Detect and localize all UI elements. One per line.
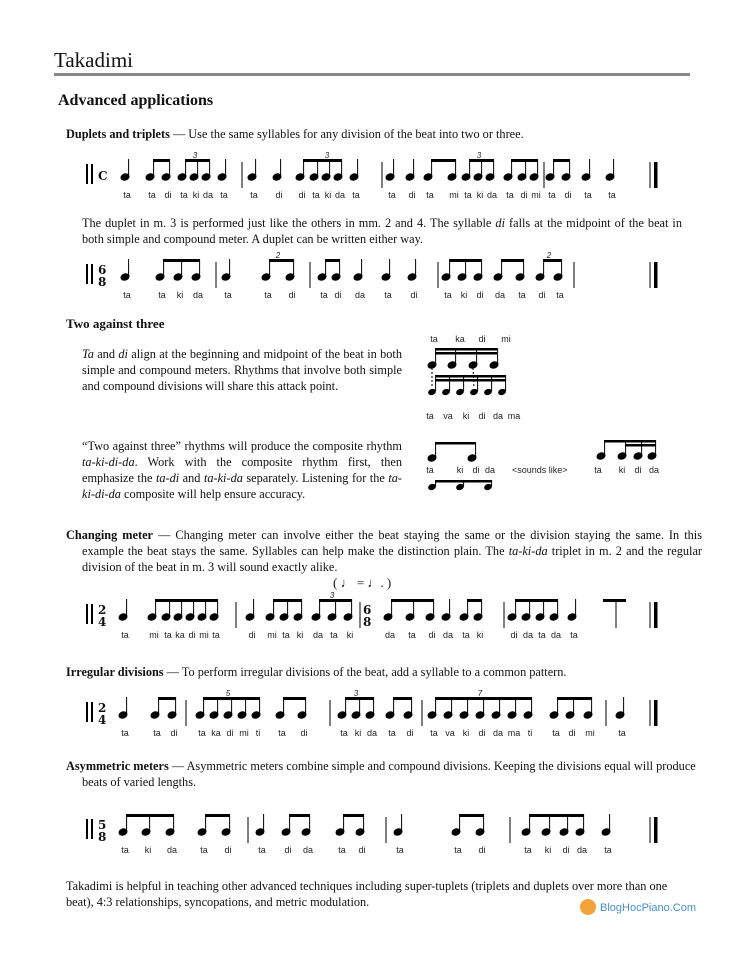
syllable: ki bbox=[324, 190, 332, 200]
percussion-clef-bar bbox=[91, 164, 93, 184]
syllable: di bbox=[284, 845, 292, 855]
duplets-lead: — Use the same syllables for any division of the beat into two or three. bbox=[169, 127, 524, 141]
two-three-heading: Two against three bbox=[66, 316, 165, 331]
syllable: ki bbox=[476, 630, 484, 640]
beam bbox=[283, 697, 306, 700]
syllable: ta bbox=[220, 190, 228, 200]
syllable: mi bbox=[585, 728, 595, 738]
syllable: di bbox=[472, 465, 480, 475]
logo-icon bbox=[580, 899, 596, 915]
rhythm-staff-changing bbox=[80, 590, 680, 642]
p2d: ta-di bbox=[155, 471, 180, 485]
syllable: ta bbox=[594, 465, 602, 475]
p2e: and bbox=[179, 471, 204, 485]
syllable: ta bbox=[153, 728, 161, 738]
final-barline-thick bbox=[654, 262, 658, 288]
two-three-para-1 bbox=[82, 346, 402, 394]
syllable: ta bbox=[198, 728, 206, 738]
percussion-clef-bar bbox=[86, 164, 88, 184]
duplets-explain-a: The duplet in m. 3 is performed just like the others in mm. 2 and 4. The syllable bbox=[82, 216, 496, 230]
syllable: ki bbox=[144, 845, 152, 855]
syllable: ta bbox=[524, 845, 532, 855]
syllable: ta bbox=[352, 190, 360, 200]
beam bbox=[529, 814, 584, 817]
beam bbox=[501, 259, 524, 262]
syllable: ta bbox=[340, 728, 348, 738]
changing-heading: Changing meter bbox=[66, 528, 154, 542]
syllable: di bbox=[170, 728, 178, 738]
tuplet-number: 2 bbox=[275, 251, 281, 260]
beam bbox=[604, 440, 656, 443]
syllable: ki bbox=[462, 728, 470, 738]
syllable: ki bbox=[192, 190, 200, 200]
beam bbox=[435, 379, 506, 382]
syllable: di bbox=[288, 290, 296, 300]
syllable: da bbox=[202, 190, 214, 200]
syllable: ta bbox=[123, 190, 131, 200]
meter-top: 5 bbox=[98, 818, 107, 832]
syllable: ka bbox=[455, 334, 465, 344]
beam bbox=[343, 814, 364, 817]
tuplet-number: 2 bbox=[546, 251, 552, 260]
syllable: da bbox=[484, 465, 496, 475]
beam bbox=[603, 599, 626, 602]
syllable: di bbox=[408, 190, 416, 200]
syllable: da bbox=[492, 728, 504, 738]
syllable: ta bbox=[121, 728, 129, 738]
syllable: va bbox=[445, 728, 455, 738]
p2c: . Work with the composite rhythm first, then emphasize the bbox=[82, 455, 402, 485]
title-rule bbox=[54, 73, 690, 76]
changing-c: triplet in m. 2 and the regular division of the beat in m. 3 will sound exactly alike. bbox=[82, 544, 702, 574]
syllable: ta bbox=[464, 190, 472, 200]
beam bbox=[345, 697, 374, 700]
syllable: ta bbox=[278, 728, 286, 738]
final-barline-thick bbox=[654, 602, 658, 628]
beam bbox=[435, 348, 497, 351]
logo-text: BlogHocPiano.Com bbox=[600, 902, 696, 914]
syllable: di bbox=[478, 728, 486, 738]
tuplet-number: 5 bbox=[225, 689, 231, 698]
page-title: Takadimi bbox=[54, 48, 134, 72]
alignment-dotted-line bbox=[473, 368, 474, 388]
syllable: ta bbox=[506, 190, 514, 200]
duplets-intro bbox=[66, 126, 706, 142]
syllable: ma bbox=[507, 728, 521, 738]
final-barline-thick bbox=[654, 162, 658, 188]
syllable: da bbox=[302, 845, 314, 855]
syllable: ta bbox=[584, 190, 592, 200]
syllable-row bbox=[121, 845, 612, 855]
syllable: di bbox=[358, 845, 366, 855]
beam bbox=[205, 814, 230, 817]
p2i: composite will help ensure accuracy. bbox=[120, 487, 306, 501]
meter-a-top: 2 bbox=[98, 603, 107, 617]
syllable: di bbox=[634, 465, 642, 475]
staff-notes bbox=[80, 251, 658, 288]
meter-b-top: 6 bbox=[363, 603, 372, 617]
syllable-row bbox=[121, 728, 626, 738]
syllable: da bbox=[166, 845, 178, 855]
syllable: ta bbox=[384, 290, 392, 300]
syllable: ta bbox=[618, 728, 626, 738]
syllable: di bbox=[510, 630, 518, 640]
syllable: di bbox=[275, 190, 283, 200]
syllable: ta bbox=[408, 630, 416, 640]
p2h: ta-ki-di-da bbox=[82, 471, 402, 501]
beam bbox=[269, 259, 294, 262]
syllable: ki bbox=[544, 845, 552, 855]
t-and: and bbox=[93, 347, 119, 361]
top-syllables bbox=[430, 334, 511, 344]
beam bbox=[153, 159, 170, 162]
syllable: di bbox=[476, 290, 484, 300]
syllable: di bbox=[538, 290, 546, 300]
percussion-clef-bar bbox=[91, 819, 93, 839]
syllable: ta bbox=[180, 190, 188, 200]
syllable: ta bbox=[388, 728, 396, 738]
diagram-notes bbox=[427, 348, 507, 396]
syllable: ta bbox=[148, 190, 156, 200]
rhythm-staff-irregular bbox=[80, 688, 680, 740]
syllable: ta bbox=[164, 630, 172, 640]
syllable: da bbox=[354, 290, 366, 300]
syllable: ta bbox=[548, 190, 556, 200]
irregular-intro bbox=[66, 664, 706, 680]
syllable: ta bbox=[224, 290, 232, 300]
syllable: mi bbox=[149, 630, 159, 640]
p2a: “Two against three” rhythms will produce the composite rhythm bbox=[82, 439, 402, 453]
site-logo bbox=[578, 896, 708, 918]
syllable: ta bbox=[250, 190, 258, 200]
percussion-clef-bar bbox=[86, 819, 88, 839]
tempo-equation: ( ♩ = ♩. ) bbox=[333, 575, 392, 590]
duplets-explain-b: falls at the midpoint of the beat in both simple and compound meter. A duplet can be written either way. bbox=[82, 216, 682, 246]
syllable: di bbox=[226, 728, 234, 738]
syllable: ta bbox=[282, 630, 290, 640]
beam bbox=[303, 159, 342, 162]
changing-intro bbox=[66, 527, 702, 575]
syllable: ka bbox=[175, 630, 185, 640]
beam bbox=[435, 697, 532, 700]
syllable: da bbox=[384, 630, 396, 640]
syllable: da bbox=[334, 190, 346, 200]
changing-a: — Changing meter can involve either the beat staying the same or the division staying the same. In this example the beat stays the same. Syllables can help make the distinction plain. The bbox=[82, 528, 702, 558]
syllable: di bbox=[300, 728, 308, 738]
beam bbox=[155, 599, 218, 602]
syllable: da bbox=[442, 630, 454, 640]
beam bbox=[289, 814, 310, 817]
beam bbox=[185, 159, 210, 162]
beam bbox=[515, 599, 558, 602]
syllable: ta bbox=[396, 845, 404, 855]
beam bbox=[319, 599, 352, 602]
syllable: ta bbox=[123, 290, 131, 300]
meter-bottom: 8 bbox=[98, 275, 107, 289]
syllable: di bbox=[334, 290, 342, 300]
syllable-row bbox=[123, 190, 616, 200]
percussion-clef-bar bbox=[91, 264, 93, 284]
beam bbox=[511, 159, 538, 162]
syllable: ta bbox=[454, 845, 462, 855]
syllable: di bbox=[520, 190, 528, 200]
beam bbox=[553, 159, 570, 162]
irregular-heading: Irregular divisions bbox=[66, 665, 164, 679]
beam bbox=[126, 814, 174, 817]
two-three-para-2 bbox=[82, 438, 402, 502]
syllable: ta bbox=[518, 290, 526, 300]
meter-top: 2 bbox=[98, 701, 107, 715]
t-rest: align at the beginning and midpoint of the beat in both simple and compound meters. Rhythms that involve both simple and compound divisions will share this attack point. bbox=[82, 347, 402, 393]
meter-a-bottom: 4 bbox=[98, 615, 107, 629]
syllable: ti bbox=[255, 728, 261, 738]
syllable: ta bbox=[556, 290, 564, 300]
p2g: separately. Listening for the bbox=[242, 471, 389, 485]
syllable: ta bbox=[388, 190, 396, 200]
syllable: ta bbox=[312, 190, 320, 200]
syllable: di bbox=[478, 845, 486, 855]
syllable: ta bbox=[121, 845, 129, 855]
percussion-clef-bar bbox=[86, 264, 88, 284]
syllable: va bbox=[443, 411, 453, 421]
beam bbox=[467, 599, 482, 602]
rhythm-staff-asymmetric bbox=[80, 805, 680, 857]
final-barline-thick bbox=[654, 700, 658, 726]
syllable: di bbox=[478, 334, 486, 344]
changing-b: ta-ki-da bbox=[508, 544, 548, 558]
syllable: di bbox=[224, 845, 232, 855]
percussion-clef-bar bbox=[91, 604, 93, 624]
meter-common-time: C bbox=[98, 169, 108, 183]
syllable: ki bbox=[354, 728, 362, 738]
syllable: di bbox=[568, 728, 576, 738]
syllable: di bbox=[164, 190, 172, 200]
tuplet-number: 7 bbox=[477, 689, 483, 698]
beam bbox=[158, 697, 176, 700]
syllable: ta bbox=[258, 845, 266, 855]
syllable: ta bbox=[426, 190, 434, 200]
irregular-lead: — To perform irregular divisions of the beat, add a syllable to a common pattern. bbox=[163, 665, 567, 679]
syllable: ki bbox=[618, 465, 626, 475]
beam bbox=[459, 814, 484, 817]
syllable: ta bbox=[426, 411, 434, 421]
syllable: di bbox=[564, 190, 572, 200]
beam bbox=[203, 697, 260, 700]
syllable: da bbox=[312, 630, 324, 640]
final-barline-thick bbox=[654, 817, 658, 843]
meter-bottom: 8 bbox=[98, 830, 107, 844]
tuplet-number: 3 bbox=[324, 151, 330, 160]
syllable: di bbox=[478, 411, 486, 421]
syllable: da bbox=[192, 290, 204, 300]
syllable: ma bbox=[507, 411, 521, 421]
syllable: ta bbox=[570, 630, 578, 640]
syllable: ta bbox=[121, 630, 129, 640]
asymmetric-heading: Asymmetric meters bbox=[66, 759, 169, 773]
bottom-syllables bbox=[426, 411, 520, 421]
syllable: ki bbox=[296, 630, 304, 640]
syllable: ta bbox=[330, 630, 338, 640]
syllable: da bbox=[550, 630, 562, 640]
percussion-clef-bar bbox=[86, 702, 88, 722]
syllable: di bbox=[428, 630, 436, 640]
syllable: ta bbox=[608, 190, 616, 200]
tuplet-number: 3 bbox=[476, 151, 482, 160]
syllable: ta bbox=[552, 728, 560, 738]
syllable: ta bbox=[320, 290, 328, 300]
syllable: da bbox=[486, 190, 498, 200]
beam bbox=[449, 259, 482, 262]
syllable: ta bbox=[338, 845, 346, 855]
syllable: da bbox=[492, 411, 504, 421]
syllable: ta bbox=[158, 290, 166, 300]
duplets-explain-em: di bbox=[495, 216, 505, 230]
syllable: ta bbox=[604, 845, 612, 855]
syllable: mi bbox=[267, 630, 277, 640]
syllable: ta bbox=[426, 465, 434, 475]
syllable: ki bbox=[456, 465, 464, 475]
syllable: mi bbox=[449, 190, 459, 200]
syllable: ta bbox=[430, 728, 438, 738]
percussion-clef-bar bbox=[91, 702, 93, 722]
syllable: di bbox=[188, 630, 196, 640]
syllable: mi bbox=[199, 630, 209, 640]
asymmetric-intro bbox=[66, 758, 702, 790]
t-di: di bbox=[118, 347, 128, 361]
syllable: ta bbox=[538, 630, 546, 640]
beam bbox=[325, 259, 340, 262]
beam bbox=[391, 599, 434, 602]
beam bbox=[469, 159, 494, 162]
syllable: ka bbox=[211, 728, 221, 738]
syllable: ta bbox=[462, 630, 470, 640]
rhythm-staff-duplets-1 bbox=[80, 150, 680, 202]
syllable: ki bbox=[476, 190, 484, 200]
asymmetric-lead: — Asymmetric meters combine simple and compound divisions. Keeping the divisions equal will produce beats of varied lengths. bbox=[82, 759, 696, 789]
beam bbox=[435, 352, 497, 355]
syllable: da bbox=[494, 290, 506, 300]
meter-top: 6 bbox=[98, 263, 107, 277]
closing-paragraph: Takadimi is helpful in teaching other advanced techniques including super-tuplets (triplets and duplets over more than one beat), 4:3 relationships, syncopations, and metric modulation. bbox=[66, 879, 668, 909]
syllable: ki bbox=[346, 630, 354, 640]
syllable: mi bbox=[501, 334, 511, 344]
two-three-diagram bbox=[418, 330, 538, 425]
p2f: ta-ki-da bbox=[203, 471, 243, 485]
beam bbox=[431, 159, 456, 162]
duplets-heading: Duplets and triplets bbox=[66, 127, 170, 141]
t-ta: Ta bbox=[82, 347, 94, 361]
syllable: di bbox=[406, 728, 414, 738]
syllable: ki bbox=[460, 290, 468, 300]
syllable: ta bbox=[200, 845, 208, 855]
beam bbox=[625, 444, 656, 447]
tuplet-number: 3 bbox=[192, 151, 198, 160]
syllable: da bbox=[576, 845, 588, 855]
syllable: da bbox=[648, 465, 660, 475]
beam bbox=[435, 442, 476, 445]
syllable: da bbox=[366, 728, 378, 738]
syllable: ki bbox=[462, 411, 470, 421]
meter-b-bottom: 8 bbox=[363, 615, 372, 629]
syllable-row bbox=[123, 290, 564, 300]
beam bbox=[273, 599, 302, 602]
sounds-like-label: <sounds like> bbox=[512, 465, 568, 475]
syllable: ti bbox=[527, 728, 533, 738]
beam bbox=[557, 697, 592, 700]
syllable-row bbox=[121, 630, 578, 640]
syllable: ta bbox=[212, 630, 220, 640]
rhythm-staff-duplets-2 bbox=[80, 250, 680, 302]
syllable: da bbox=[522, 630, 534, 640]
staff-notes bbox=[80, 814, 658, 843]
syllable: ta bbox=[264, 290, 272, 300]
p2b: ta-ki-di-da bbox=[82, 455, 135, 469]
beam bbox=[393, 697, 412, 700]
staff-notes bbox=[80, 689, 658, 726]
syllable: mi bbox=[531, 190, 541, 200]
syllable: di bbox=[562, 845, 570, 855]
tuplet-number: 3 bbox=[353, 689, 359, 698]
syllable: di bbox=[410, 290, 418, 300]
beam bbox=[435, 375, 506, 378]
beam bbox=[435, 480, 492, 483]
meter-bottom: 4 bbox=[98, 713, 107, 727]
tuplet-number: 3 bbox=[329, 591, 335, 600]
syllable: di bbox=[248, 630, 256, 640]
composite-diagram bbox=[418, 434, 668, 504]
syllable: ki bbox=[176, 290, 184, 300]
syllable: mi bbox=[239, 728, 249, 738]
syllable: ta bbox=[430, 334, 438, 344]
syllable: ta bbox=[444, 290, 452, 300]
syllable: di bbox=[298, 190, 306, 200]
beam bbox=[163, 259, 200, 262]
staff-notes bbox=[80, 151, 658, 188]
percussion-clef-bar bbox=[86, 604, 88, 624]
duplets-explanation bbox=[82, 215, 682, 247]
section-heading: Advanced applications bbox=[58, 92, 214, 109]
